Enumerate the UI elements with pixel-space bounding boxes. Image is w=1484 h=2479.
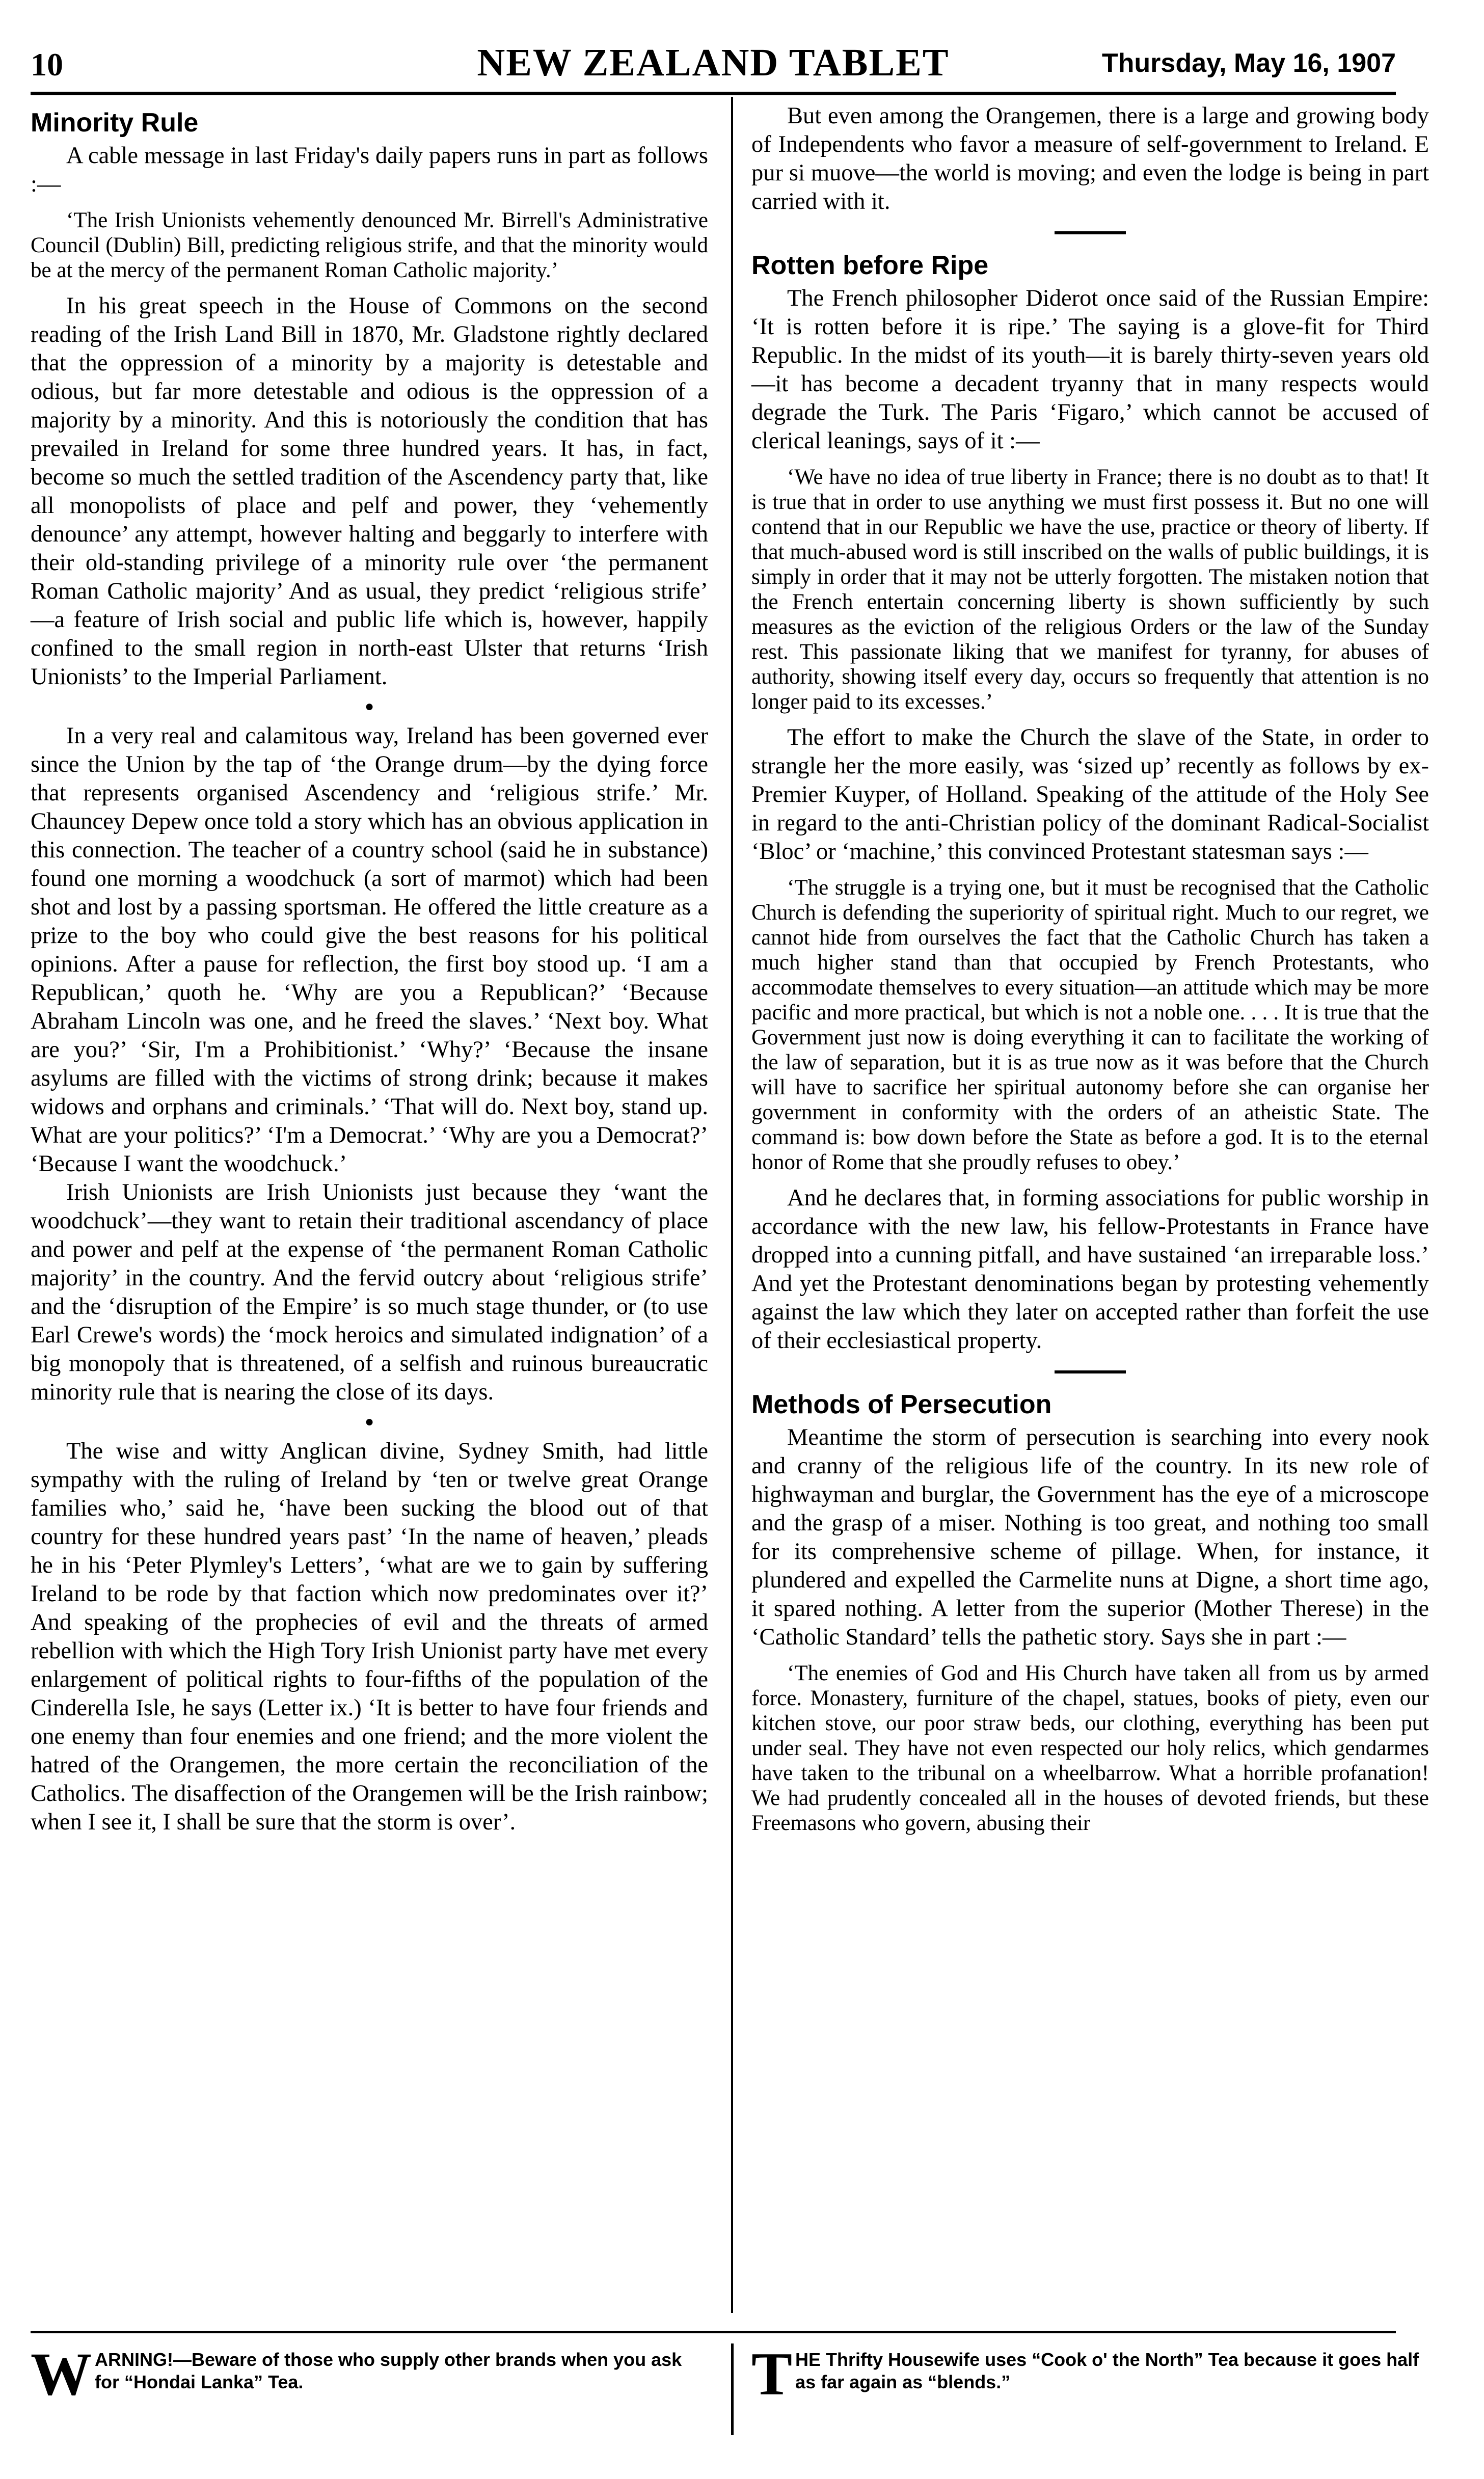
- advertisement-text: HE Thrifty Housewife uses “Cook o' the North” Tea because it goes half as far again as “blends.”: [795, 2349, 1419, 2392]
- section-rule: [1055, 1370, 1126, 1373]
- heading-methods-of-persecution: Methods of Persecution: [751, 1390, 1052, 1419]
- paragraph: Meantime the storm of persecution is searching into every nook and cranny of the religious life of the country. In its new role of highwayman and burglar, the Government has the eye of a microscope and the grasp of a miser. Nothing is too great, and nothing too small for its comprehensive scheme of pillage. When, for instance, it plundered and expelled the Carmelite nuns at Digne, a short time ago, it spared nothing. A letter from the superior (Mother Therese) in the ‘Catholic Standard’ tells the pathetic story. Says she in part :—: [751, 1424, 1429, 1650]
- left-column: [31, 102, 708, 2308]
- footer-divider: [731, 2343, 734, 2435]
- advertisement-hondai-lanka: [31, 2340, 708, 2430]
- advertisement-cook-o-the-north: [751, 2340, 1429, 2430]
- quotation: ‘The struggle is a trying one, but it must be recognised that the Catholic Church is defending the superiority of spiritual right. Much to our regret, we cannot hide from ourselves the fact that the Catholic Church has taken a much higher stand than that occupied by French Protestants, who accommodate themselves to every situation—an attitude which may be more pacific and more practical, but which is not a noble one. . . . It is true that the Government just now is doing everything it can to facilitate the working of the law of separation, but it is as true now as it was before that the Church will have to sacrifice her spiritual autonomy before she can organise her government in conformity with the orders of an atheistic State. The command is: bow down before the State as before a god. It is to the eternal honor of Rome that she proudly refuses to obey.’: [751, 876, 1429, 1174]
- paragraph: A cable message in last Friday's daily papers runs in part as follows :—: [31, 143, 708, 197]
- paragraph: The wise and witty Anglican divine, Sydney Smith, had little sympathy with the ruling of Ireland by ‘ten or twelve great Orange families who,’ said he, ‘have been sucking the blood out of that country for these hundred years past’ ‘In the name of heaven,’ pleads he in his ‘Peter Plymley's Letters’, ‘what are we to gain by suffering Ireland to be rode by that faction which now predominates over it?’ And speaking of the prophecies of evil and the threats of armed rebellion with which the High Tory Irish Unionist party have met every enlargement of political rights to four-fifths of the population of the Cinderella Isle, he says (Letter ix.) ‘It is better to have four friends and one enemy than four enemies and one friend; and the more violent the hatred of the Orangemen, the more certain the reconciliation of the Catholics. The disaffection of the Orangemen will be the Irish rainbow; when I see it, I shall be sure that the storm is over’.: [31, 1438, 708, 1835]
- masthead-title: NEW ZEALAND TABLET: [477, 41, 950, 84]
- header-rule: [31, 92, 1396, 95]
- heading-rotten-before-ripe: Rotten before Ripe: [751, 251, 989, 280]
- page-header: [31, 41, 1396, 92]
- footer-rule: [31, 2331, 1396, 2333]
- quotation: ‘The Irish Unionists vehemently denounced Mr. Birrell's Administrative Council (Dublin) Bill, predicting religious strife, and that the minority would be at the mercy of the permanent Roman Catholic majority.’: [31, 208, 708, 282]
- paragraph: And he declares that, in forming associations for public worship in accordance with the new law, his fellow-Protestants in France have dropped into a cunning pitfall, and have sustained ‘an irreparable loss.’ And yet the Protestant denominations began by protesting vehemently against the law which they later on accepted rather than forfeit the use of their ecclesiastical property.: [751, 1185, 1429, 1354]
- paragraph: Irish Unionists are Irish Unionists just because they ‘want the woodchuck’—they want to retain their traditional ascendancy of place and power and pelf at the expense of ‘the permanent Roman Catholic majority’ in the country. And the fervid outcry about ‘religious strife’ and the ‘disruption of the Empire’ is so much stage thunder, or (to use Earl Crewe's words) the ‘mock heroics and simulated indignation’ of a big monopoly that is threatened, of a selfish and ruinous bureaucratic minority rule that is nearing the close of its days.: [31, 1179, 708, 1405]
- column-divider: [731, 97, 733, 2313]
- heading-minority-rule: Minority Rule: [31, 108, 199, 138]
- section-dot: ●: [364, 698, 374, 715]
- paragraph: The effort to make the Church the slave of the State, in order to strangle her the more easily, was ‘sized up’ recently as follows by ex-Premier Kuyper, of Holland. Speaking of the attitude of the Holy See in regard to the anti-Christian policy of the dominant Radical-Socialist ‘Bloc’ or ‘machine,’ this convinced Protestant statesman says :—: [751, 724, 1429, 865]
- right-column: [751, 102, 1429, 2308]
- page-number: 10: [31, 46, 63, 83]
- section-rule: [1055, 231, 1126, 234]
- quotation: ‘The enemies of God and His Church have taken all from us by armed force. Monastery, furniture of the chapel, statues, books of piety, even our kitchen stove, our poor straw beds, our clothing, everything has been put under seal. They have not even respected our holy relics, which gendarmes have taken to the tribunal on a wheelbarrow. What a horrible profanation! We had prudently concealed all in the houses of devoted friends, but these Freemasons who govern, abusing their: [751, 1661, 1429, 1835]
- paragraph: The French philosopher Diderot once said of the Russian Empire: ‘It is rotten before it is ripe.’ The saying is a glove-fit for Third Republic. In the midst of its youth—it is barely thirty-seven years old—it has become a decadent tryanny that in many respects would degrade the Turk. The Paris ‘Figaro,’ which cannot be accused of clerical leanings, says of it :—: [751, 285, 1429, 454]
- issue-date: Thursday, May 16, 1907: [1101, 48, 1396, 78]
- drop-cap: T: [751, 2340, 793, 2408]
- paragraph: In his great speech in the House of Commons on the second reading of the Irish Land Bill in 1870, Mr. Gladstone rightly declared that the oppression of a minority by a majority is detestable and odious, but far more detestable and odious is the oppression of a majority by a minority. And this is notoriously the condition that has prevailed in Ireland for some three hundred years. It has, in fact, become so much the settled tradition of the Ascendency party that, like all monopolists of place and pelf and power, they ‘vehemently denounce’ any attempt, however halting and beggarly to interfere with their old-standing privilege of a minority rule over ‘the permanent Roman Catholic majority’ And as usual, they predict ‘religious strife’ —a feature of Irish social and public life which is, however, happily confined to the small region in north-east Ulster that returns ‘Irish Unionists’ to the Imperial Parliament.: [31, 293, 708, 690]
- paragraph: But even among the Orangemen, there is a large and growing body of Independents who favor a measure of self-government to Ireland. E pur si muove—the world is moving; and even the lodge is being in part carried with it.: [751, 103, 1429, 214]
- paragraph: In a very real and calamitous way, Ireland has been governed ever since the Union by the tap of ‘the Orange drum—by the dying force that represents organised Ascendency and ‘religious strife.’ Mr. Chauncey Depew once told a story which has an obvious application in this connection. The teacher of a country school (said he in substance) found one morning a woodchuck (a sort of marmot) which had been shot and lost by a passing sportsman. He offered the little creature as a prize to the boy who could give the best reasons for his political opinions. After a pause for reflection, the first boy stood up. ‘I am a Republican,’ quoth he. ‘Why are you a Republican?’ ‘Because Abraham Lincoln was one, and he freed the slaves.’ ‘Next boy. What are you?’ ‘Sir, I'm a Prohibitionist.’ ‘Why?’ ‘Because the insane asylums are filled with the victims of strong drink; because it makes widows and orphans and criminals.’ ‘That will do. Next boy, stand up. What are your politics?’ ‘I'm a Democrat.’ ‘Why are you a Democrat?’ ‘Because I want the woodchuck.’: [31, 723, 708, 1177]
- section-dot: ●: [364, 1413, 374, 1430]
- drop-cap: W: [31, 2340, 92, 2408]
- advertisement-text: ARNING!—Beware of those who supply other brands when you ask for “Hondai Lanka” Tea.: [95, 2349, 682, 2392]
- quotation: ‘We have no idea of true liberty in France; there is no doubt as to that! It is true that in order to use anything we must first possess it. But no one will contend that in our Republic we have the use, practice or theory of liberty. If that much-abused word is still inscribed on the walls of public buildings, it is simply in order that it may not be utterly forgotten. The mistaken notion that the French entertain concerning liberty is shown sufficiently by such measures as the eviction of the religious Orders or the law of the Sunday rest. This passionate liking that we manifest for tyranny, for abuses of authority, showing itself every day, occurs so frequently that attention is no longer paid to its excesses.’: [751, 465, 1429, 714]
